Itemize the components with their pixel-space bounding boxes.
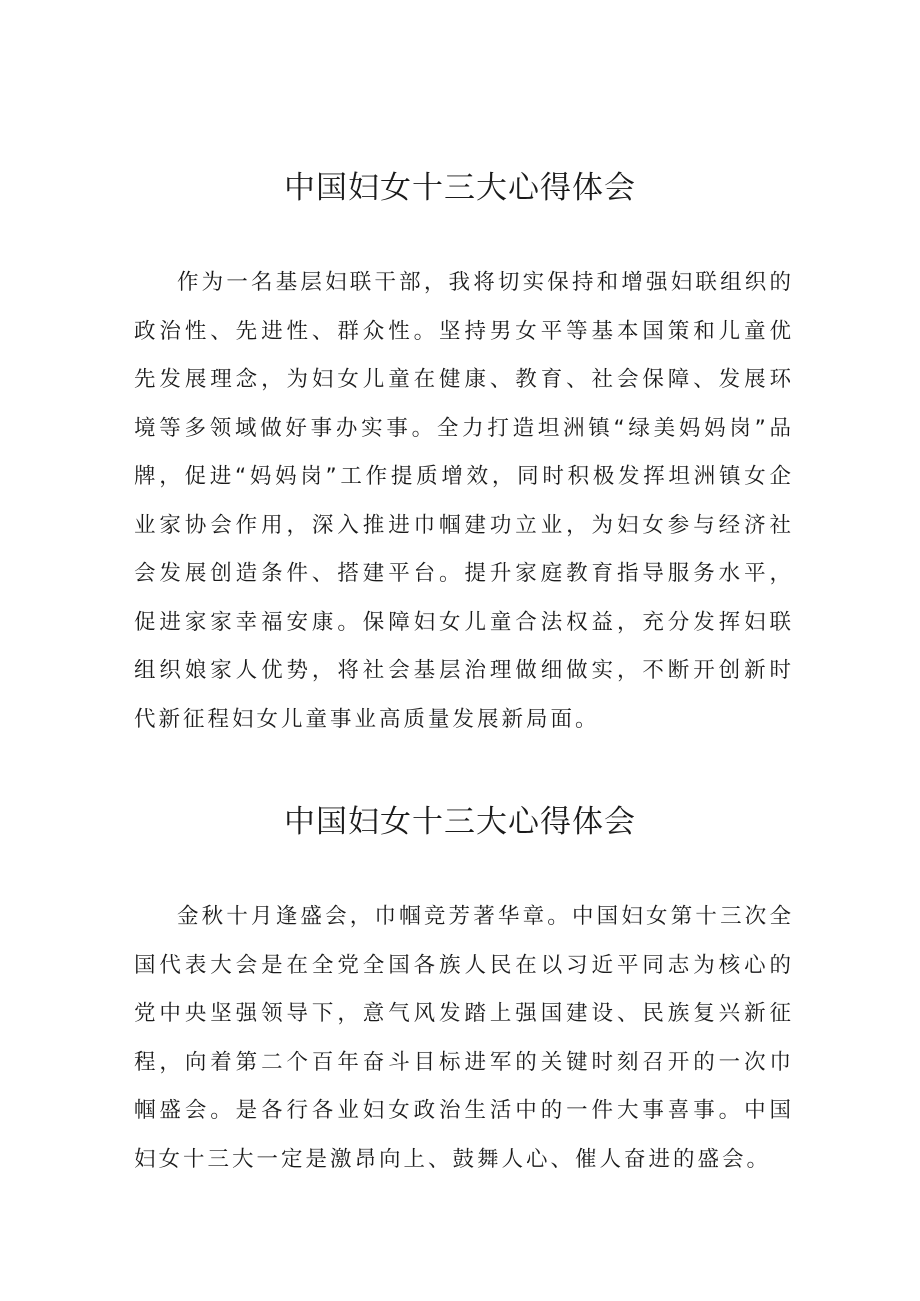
- section-1-body: 作为一名基层妇联干部，我将切实保持和增强妇联组织的政治性、先进性、群众性。坚持男女平等基本国策和儿童优先发展理念，为妇女儿童在健康、教育、社会保障、发展环境等多领域做好事办实事。全力打造坦洲镇“绿美妈妈岗”品牌，促进“妈妈岗”工作提质增效，同时积极发挥坦洲镇女企业家协会作用，深入推进巾帼建功立业，为妇女参与经济社会发展创造条件、搭建平台。提升家庭教育指导服务水平，促进家家幸福安康。保障妇女儿童合法权益，充分发挥妇联组织娘家人优势，将社会基层治理做细做实，不断开创新时代新征程妇女儿童事业高质量发展新局面。: [134, 270, 794, 732]
- section-2-title: 中国妇女十三大心得体会: [284, 804, 636, 840]
- section-1-title: 中国妇女十三大心得体会: [284, 170, 636, 206]
- section-2-body: 金秋十月逢盛会，巾帼竞芳著华章。中国妇女第十三次全国代表大会是在全党全国各族人民在以习近平同志为核心的党中央坚强领导下，意气风发踏上强国建设、民族复兴新征程，向着第二个百年奋斗目标进军的关键时刻召开的一次巾帼盛会。是各行各业妇女政治生活中的一件大事喜事。中国妇女十三大一定是激昂向上、鼓舞人心、催人奋进的盛会。: [134, 904, 794, 1172]
